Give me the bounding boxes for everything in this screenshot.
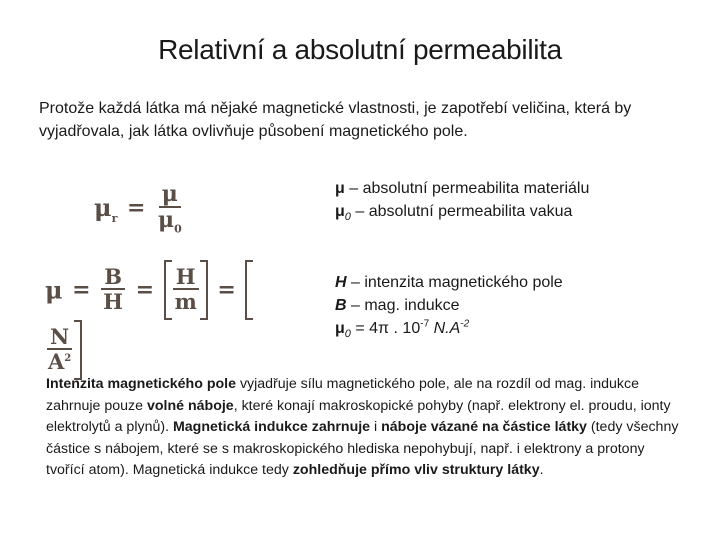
- def-h: [335, 271, 563, 294]
- def-h-symbol: H: [335, 274, 347, 291]
- formula2-f1-den: H: [103, 289, 124, 315]
- def-mu0-symbol: μ: [335, 203, 345, 220]
- def-mu: [335, 177, 589, 200]
- formula2-f3-den-sup: 2: [64, 353, 72, 365]
- para-s5: Magnetická indukce zahrnuje: [172, 419, 371, 435]
- formula2-f3-num: N: [47, 325, 72, 350]
- def-b: [335, 294, 460, 317]
- formula2-f1-num: B: [101, 265, 125, 290]
- def-mu0val-exp: -7: [420, 318, 430, 330]
- para-s7: náboje vázané na částice látky: [381, 419, 587, 435]
- absolute-permeability-formula: [45, 260, 273, 375]
- para-s3: volné náboje: [146, 397, 234, 414]
- formula1-lhs: μ: [94, 193, 112, 223]
- formula1-numerator: μ: [159, 182, 181, 208]
- para-s9: zohledňuje přímo vliv struktury látky: [292, 462, 540, 478]
- para-s4: , které konají makroskopické pohyby (např. elektrony el. proudu, ionty elektrolytů a plynů).: [46, 397, 671, 435]
- def-mu0-value: [335, 317, 469, 340]
- explanation-paragraph: [46, 374, 686, 482]
- def-b-text: – mag. indukce: [346, 297, 460, 314]
- def-mu0val-eq: = 4π . 10: [350, 320, 421, 337]
- formula1-denominator: [155, 207, 185, 236]
- right-bracket: [74, 320, 82, 380]
- para-s1: Intenzita magnetického pole: [46, 376, 236, 392]
- formula1-den-sub: 0: [174, 222, 182, 236]
- para-s10: .: [539, 462, 544, 478]
- formula2-fraction-unit-na2: [45, 325, 74, 374]
- formula1-lhs-sub: r: [111, 212, 118, 226]
- def-mu-symbol: μ: [335, 180, 345, 197]
- def-h-text: – intenzita magnetického pole: [346, 274, 563, 291]
- formula1-den-symbol: μ: [157, 207, 175, 234]
- right-bracket: [200, 260, 208, 320]
- def-b-symbol: B: [335, 297, 347, 314]
- left-bracket: [164, 260, 172, 320]
- formula2-f3-den-symbol: A: [48, 349, 65, 375]
- formula1-fraction: [155, 181, 185, 236]
- def-mu-text: – absolutní permeabilita materiálu: [344, 180, 590, 197]
- formula2-f3-den: [45, 350, 74, 374]
- formula2-lhs: μ: [45, 275, 63, 305]
- def-mu0val-symbol: μ: [335, 320, 345, 337]
- def-mu0: [335, 200, 572, 223]
- relative-permeability-formula: [94, 182, 194, 240]
- formula2-fraction-unit-hm: [172, 265, 200, 314]
- formula2-equals-3: =: [217, 277, 236, 303]
- def-mu0-sub: 0: [344, 211, 351, 224]
- def-mu0val-unit: N.A: [429, 320, 461, 337]
- formula2-equals-1: =: [72, 277, 91, 303]
- formula2-fraction-bh: [100, 265, 126, 314]
- def-mu0val-sub: 0: [344, 328, 351, 341]
- formula2-f2-den: m: [174, 289, 197, 315]
- para-s6: i: [370, 419, 382, 435]
- para-s8: (tedy všechny částice s nábojem, které se s makroskopického hlediska nepohybují, např. i elektrony a protony tvořící atom). Magnetická indukce tedy: [46, 419, 679, 478]
- left-bracket: [245, 260, 253, 320]
- intro-text: Protože každá látka má nějaké magnetické vlastnosti, je zapotřebí veličina, která by vyjadřovala, jak látka ovlivňuje působení magnetického pole.: [39, 100, 632, 140]
- def-mu0-text: – absolutní permeabilita vakua: [350, 203, 573, 220]
- formula2-equals-2: =: [135, 277, 155, 303]
- def-mu0val-unit-exp: -2: [460, 318, 470, 330]
- para-s2: vyjadřuje sílu magnetického pole, ale na rozdíl od mag. indukce zahrnuje pouze: [46, 376, 639, 414]
- formula2-f2-num: H: [173, 265, 199, 290]
- formula1-equals: =: [126, 194, 146, 221]
- page-title: Relativní a absolutní permeabilita: [158, 34, 562, 65]
